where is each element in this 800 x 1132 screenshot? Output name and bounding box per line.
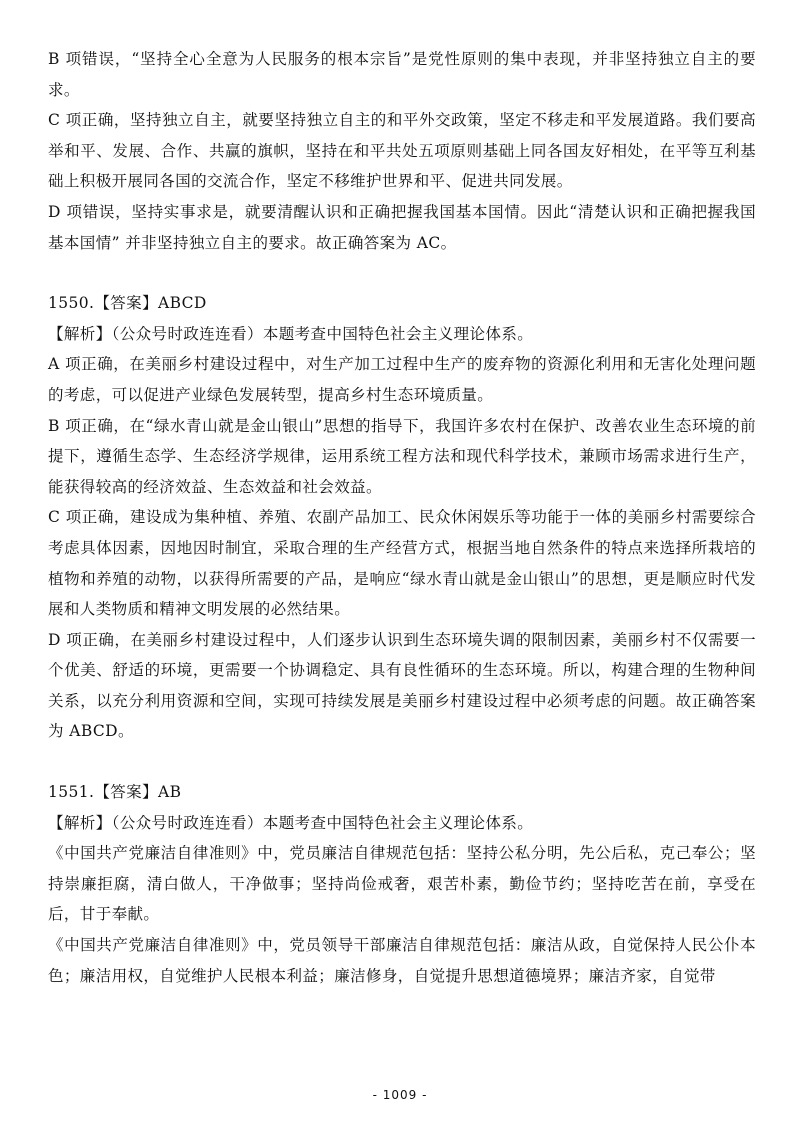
q1551-cadre-rules: 《中国共产党廉洁自律准则》中，党员领导干部廉洁自律规范包括：廉洁从政，自觉保持人民公仆本色；廉洁用权，自觉维护人民根本利益；廉洁修身，自觉提升思想道德境界；廉洁齐家，自觉带 xyxy=(48,936,756,985)
q1551-answer: AB xyxy=(157,783,182,802)
q1550-answer: ABCD xyxy=(157,294,207,313)
q1550-option-d: D 项正确，在美丽乡村建设过程中，人们逐步认识到生态环境失调的限制因素，美丽乡村不仅需要一个优美、舒适的环境，更需要一个协调稳定、具有良性循环的生态环境。所以，构建合理的生物种间关系，以充分利用资源和空间，实现可持续发展是美丽乡村建设过程中必须考虑的问题。故正确答案为 ABCD。 xyxy=(48,630,756,741)
q1551-answer-line xyxy=(48,777,756,808)
q1550-analysis-label: 【解析】 xyxy=(48,324,112,343)
section-gap xyxy=(48,258,756,288)
q1550-answer-label: 【答案】 xyxy=(94,294,158,313)
q1551-member-rules: 《中国共产党廉洁自律准则》中，党员廉洁自律规范包括：坚持公私分明，先公后私，克己奉公；坚持崇廉拒腐，清白做人，干净做事；坚持尚俭戒奢，艰苦朴素，勤俭节约；坚持吃苦在前，享受在后，甘于奉献。 xyxy=(48,844,756,924)
q1550-option-b: B 项正确，在“绿水青山就是金山银山”思想的指导下，我国许多农村在保护、改善农业生态环境的前提下，遵循生态学、生态经济学规律，运用系统工程方法和现代科学技术，兼顾市场需求进行生产，能获得较高的经济效益、生态效益和社会效益。 xyxy=(48,416,756,496)
q1550-option-a: A 项正确，在美丽乡村建设过程中，对生产加工过程中生产的废弃物的资源化利用和无害化处理问题的考虑，可以促进产业绿色发展转型，提高乡村生态环境质量。 xyxy=(48,355,756,404)
q1550-answer-line xyxy=(48,288,756,319)
page-number: - 1009 - xyxy=(372,1088,428,1102)
q1551-analysis-intro: （公众号时政连连看）本题考查中国特色社会主义理论体系。 xyxy=(111,813,534,832)
prev-option-b: B 项错误，“坚持全心全意为人民服务的根本宗旨”是党性原则的集中表现，并非坚持独立自主的要求。 xyxy=(48,50,756,99)
document-body xyxy=(48,44,756,991)
q1550-analysis-line xyxy=(48,319,756,350)
q1551-answer-label: 【答案】 xyxy=(94,783,158,802)
q1550-analysis-intro: （公众号时政连连看）本题考查中国特色社会主义理论体系。 xyxy=(111,324,534,343)
prev-option-d: D 项错误，坚持实事求是，就要清醒认识和正确把握我国基本国情。因此“清楚认识和正确把握我国基本国情” 并非坚持独立自主的要求。故正确答案为 AC。 xyxy=(48,202,756,252)
prev-option-c: C 项正确，坚持独立自主，就要坚持独立自主的和平外交政策，坚定不移走和平发展道路。我们要高举和平、发展、合作、共赢的旗帜，坚持在和平共处五项原则基础上同各国友好相处，在平等互利基础上积极开展同各国的交流合作，坚定不移维护世界和平、促进共同发展。 xyxy=(48,111,756,191)
q1550-number: 1550. xyxy=(48,294,95,313)
q1551-analysis-line xyxy=(48,808,756,839)
section-gap xyxy=(48,747,756,777)
q1550-option-c: C 项正确，建设成为集种植、养殖、农副产品加工、民众休闲娱乐等功能于一体的美丽乡村需要综合考虑具体因素，因地因时制宜，采取合理的生产经营方式，根据当地自然条件的特点来选择所栽培的植物和养殖的动物，以获得所需要的产品，是响应“绿水青山就是金山银山”的思想，更是顺应时代发展和人类物质和精神文明发展的必然结果。 xyxy=(48,508,756,619)
q1551-number: 1551. xyxy=(48,783,95,802)
q1551-analysis-label: 【解析】 xyxy=(48,813,112,832)
